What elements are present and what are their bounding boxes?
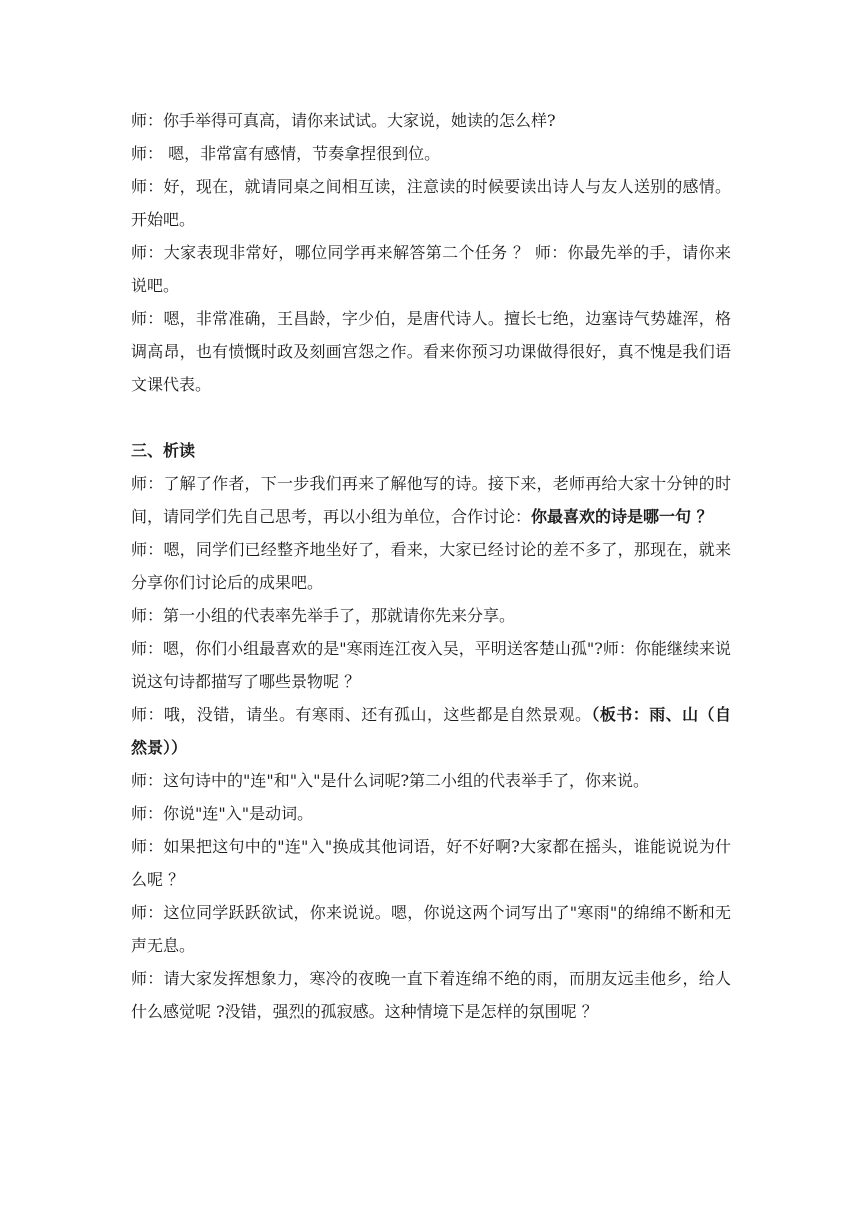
paragraph-text: 师：了解了作者，下一步我们再来了解他写的诗。接下来，老师再给大家十分钟的时间，请同学们先自己思考，再以小组为单位，合作讨论： — [131, 474, 731, 526]
paragraph: 师：你说"连"入"是动词。 — [131, 804, 314, 823]
paragraph: 师：大家表现非常好，哪位同学再来解答第二个任务 ？ 师：你最先举的手，请你来说吧。 — [131, 243, 731, 295]
blank-line — [131, 401, 731, 434]
paragraph: 师：如果把这句中的"连"入"换成其他词语，好不好啊?大家都在摇头，谁能说说为什么呢 ？ — [131, 837, 731, 889]
document-body — [131, 104, 731, 1028]
paragraph: 师：第一小组的代表率先举手了，那就请你先来分享。 — [131, 606, 516, 625]
paragraph — [131, 467, 731, 533]
paragraph: 师：嗯，同学们已经整齐地坐好了，看来，大家已经讨论的差不多了，那现在，就来分享你们讨论后的成果吧。 — [131, 540, 731, 592]
paragraph-bold-question: 你最喜欢的诗是哪一句 ？ — [531, 507, 713, 526]
paragraph: 师：你手举得可真高，请你来试试。大家说，她读的怎么样? — [131, 111, 556, 130]
paragraph: 师： 嗯，非常富有感情，节奏拿捏很到位。 — [131, 144, 441, 163]
paragraph: 师：请大家发挥想象力，寒冷的夜晚一直下着连绵不绝的雨，而朋友远圭他乡，给人什么感觉呢 ?没错，强烈的孤寂感。这种情境下是怎样的氛围呢 ？ — [131, 969, 731, 1021]
paragraph-text: 师：哦，没错，请坐。有寒雨、还有孤山，这些都是自然景观。 — [131, 705, 592, 724]
paragraph: 师：这句诗中的"连"和"入"是什么词呢?第二小组的代表举手了，你来说。 — [131, 771, 650, 790]
paragraph: 师：嗯，非常准确，王昌龄，字少伯，是唐代诗人。擅长七绝，边塞诗气势雄浑，格调高昂，也有愤慨时政及刻画宫怨之作。看来你预习功课做得很好，真不愧是我们语文课代表。 — [131, 309, 731, 394]
paragraph — [131, 698, 731, 764]
paragraph: 师：这位同学跃跃欲试，你来说说。嗯，你说这两个词写出了"寒雨"的绵绵不断和无声无息。 — [131, 903, 731, 955]
paragraph: 师：好，现在，就请同桌之间相互读，注意读的时候要读出诗人与友人送别的感情。开始吧。 — [131, 177, 731, 229]
section-heading: 三、析读 — [131, 441, 196, 460]
paragraph: 师：嗯，你们小组最喜欢的是"寒雨连江夜入吴，平明送客楚山孤"?师：你能继续来说说这句诗都描写了哪些景物呢 ？ — [131, 639, 731, 691]
blackboard-note: （板书：雨、山（自然景）） — [131, 705, 731, 757]
